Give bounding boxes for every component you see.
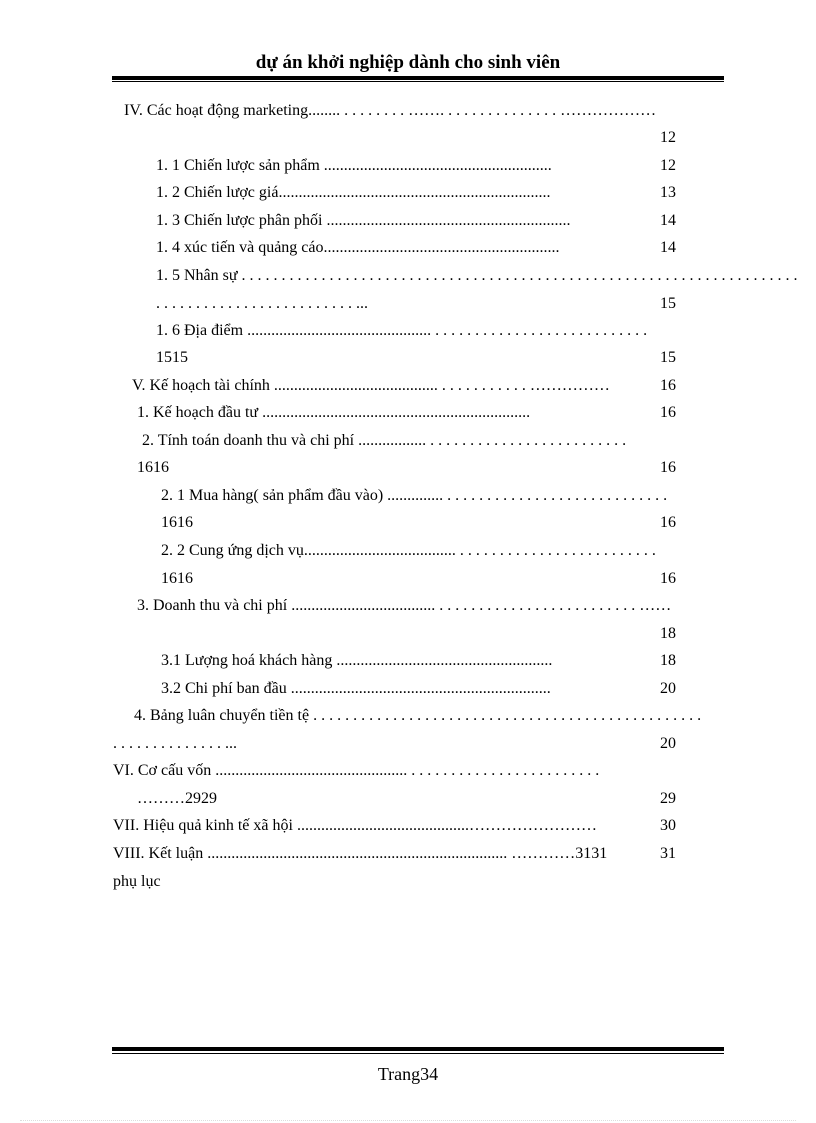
toc-entry-page: 12 <box>660 129 676 146</box>
toc-entry-page: 31 <box>660 845 676 862</box>
toc-entry-text: phụ lục <box>113 873 161 890</box>
toc-entry-page: 13 <box>660 184 676 201</box>
toc-entry-text: 2. 2 Cung ứng dịch vụ...................................... . . . . . . . . . . . . . . . . . . . . . . . . . <box>161 542 656 559</box>
toc-entry-text: 1. 6 Địa điểm .............................................. . . . . . . . . . . . . . . . . . . . . . . . . . . . <box>156 322 648 339</box>
toc-entry-page: 16 <box>660 514 676 531</box>
toc-entry-text: VIII. Kết luận ........................................................................... …………3131 <box>113 845 608 862</box>
toc-entry-text: 4. Bảng luân chuyển tiền tệ . . . . . . . . . . . . . . . . . . . . . . . . . . . . . . . . . . . . . . . . . . . . . . . . . <box>134 707 702 724</box>
footer-rule-thick <box>112 1047 724 1051</box>
toc-entry-page: 29 <box>660 790 676 807</box>
toc-entry-text: 3. Doanh thu và chi phí .................................... . . . . . . . . . . . . . . . . . . . . . . . . . …… <box>137 597 672 614</box>
toc-entry-page: 15 <box>660 349 676 366</box>
toc-entry-text: 3.2 Chi phí ban đầu ................................................................. <box>161 680 551 697</box>
toc-entry-page: 16 <box>660 459 676 476</box>
toc-entry-page: 20 <box>660 735 676 752</box>
toc-entry-text: . . . . . . . . . . . . . . ... <box>113 735 237 752</box>
toc-entry-text: 1616 <box>137 459 169 476</box>
toc-entry-text: 1. Kế hoạch đầu tư ................................................................... <box>137 404 531 421</box>
toc-entry-page: 15 <box>660 295 676 312</box>
toc-entry-text: 1. 1 Chiến lược sản phẩm ......................................................... <box>156 157 552 174</box>
toc-entry-text: 2. Tính toán doanh thu và chi phí ................. . . . . . . . . . . . . . . . . . . . . . . . . . <box>142 432 627 449</box>
toc-entry-page: 16 <box>660 377 676 394</box>
toc-entry-text: IV. Các hoạt động marketing........ . . . . . . . . ……. . . . . . . . . . . . . . . ……………… <box>124 102 657 119</box>
toc-entry-page: 14 <box>660 212 676 229</box>
footer-rule-thin <box>112 1053 724 1054</box>
toc-entry-text: 1. 4 xúc tiến và quảng cáo........................................................... <box>156 239 560 256</box>
toc-entry-page: 18 <box>660 652 676 669</box>
toc-entry-text: 1616 <box>161 514 193 531</box>
toc-entry-page: 18 <box>660 625 676 642</box>
page-header-title: dự án khởi nghiệp dành cho sinh viên <box>255 52 561 73</box>
toc-entry-text: 1515 <box>156 349 188 366</box>
toc-entry-page: 12 <box>660 157 676 174</box>
page-number: Trang34 <box>377 1064 439 1084</box>
toc-entry-text: VII. Hiệu quả kinh tế xã hội ...........................................…………………… <box>113 817 597 834</box>
toc-entry-text: 1. 3 Chiến lược phân phối ............................................................. <box>156 212 571 229</box>
toc-entry-text: ………2929 <box>137 790 217 807</box>
toc-entry-text: 1. 2 Chiến lược giá.................................................................... <box>156 184 551 201</box>
toc-entry-page: 30 <box>660 817 676 834</box>
toc-entry-text: 1. 5 Nhân sự . . . . . . . . . . . . . . . . . . . . . . . . . . . . . . . . . . . . . . . . . . . . . . . . . . . . . . . . . . . . . . . . . . . . . . <box>156 267 798 284</box>
toc-entry-text: 1616 <box>161 570 193 587</box>
toc-entry-text: 2. 1 Mua hàng( sản phẩm đầu vào) .............. . . . . . . . . . . . . . . . . . . . . . . . . . . . . <box>161 487 668 504</box>
toc-entry-text: 3.1 Lượng hoá khách hàng ...................................................... <box>161 652 553 669</box>
page-bottom-border <box>20 1120 796 1121</box>
toc-entry-text: VI. Cơ cấu vốn ................................................ . . . . . . . . . . . . . . . . . . . . . . . . <box>113 762 600 779</box>
toc-entry-page: 20 <box>660 680 676 697</box>
toc-entry-page: 14 <box>660 239 676 256</box>
toc-entry-page: 16 <box>660 404 676 421</box>
toc-entry-text: V. Kế hoạch tài chính ......................................... . . . . . . . . . . . …………… <box>132 377 610 394</box>
toc-entry-page: 16 <box>660 570 676 587</box>
toc-entry-text: . . . . . . . . . . . . . . . . . . . . . . . . . ... <box>156 295 368 312</box>
